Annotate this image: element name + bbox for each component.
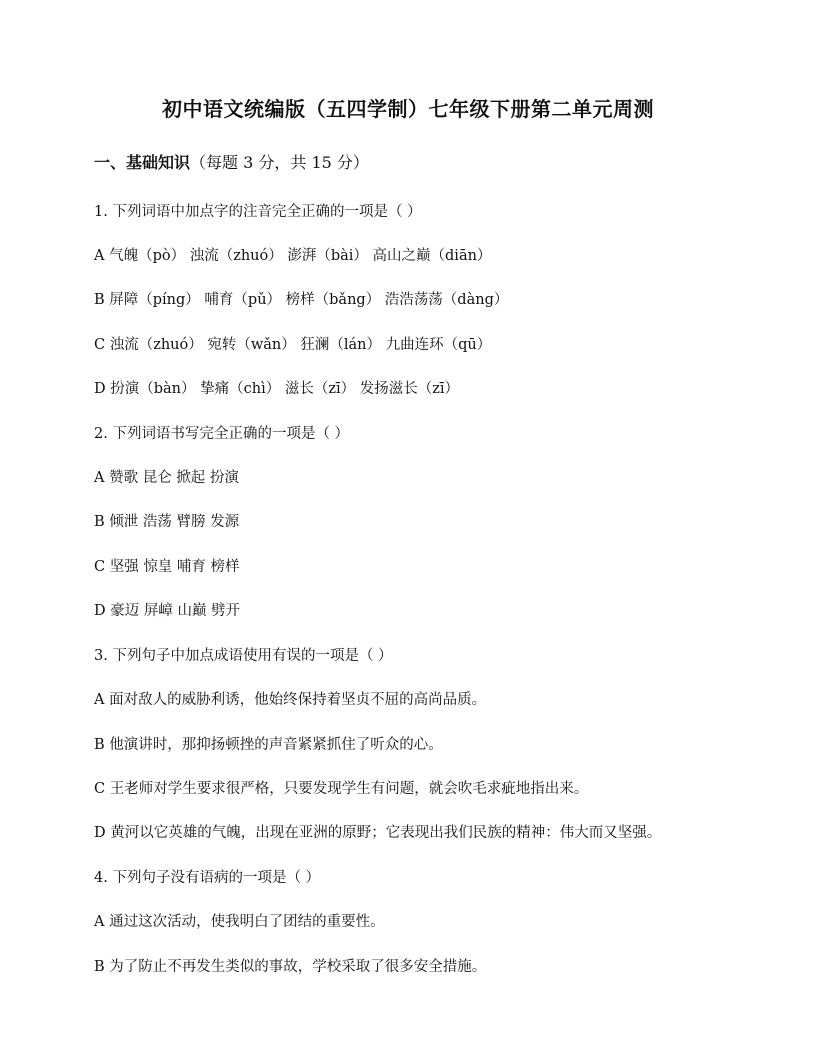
question-4-option-b: B 为了防止不再发生类似的事故，学校采取了很多安全措施。: [94, 959, 487, 975]
section-heading-note: （每题 3 分，共 15 分）: [190, 153, 369, 172]
question-3-option-a: A 面对敌人的威胁利诱，他始终保持着坚贞不屈的高尚品质。: [94, 692, 487, 708]
question-4: 4. 下列句子没有语病的一项是（ ）: [94, 870, 321, 886]
question-1: 1. 下列词语中加点字的注音完全正确的一项是（ ）: [94, 204, 422, 220]
question-3-option-b: B 他演讲时，那抑扬顿挫的声音紧紧抓住了听众的心。: [94, 737, 443, 753]
question-1-option-a: A 气魄（pò） 浊流（zhuó） 澎湃（bài） 高山之巅（diān）: [94, 248, 492, 264]
question-2: 2. 下列词语书写完全正确的一项是（ ）: [94, 426, 350, 442]
question-3: 3. 下列句子中加点成语使用有误的一项是（ ）: [94, 648, 393, 664]
question-1-option-d: D 扮演（bàn） 挚痛（chì） 滋长（zī） 发扬滋长（zī）: [94, 381, 459, 397]
question-1-option-b: B 屏障（píng） 哺育（pǔ） 榜样（bǎng） 浩浩荡荡（dàng）: [94, 292, 509, 308]
section-heading: [94, 150, 369, 173]
question-1-option-c: C 浊流（zhuó） 宛转（wǎn） 狂澜（lán） 九曲连环（qū）: [94, 337, 492, 353]
question-3-option-d: D 黄河以它英雄的气魄，出现在亚洲的原野；它表现出我们民族的精神：伟大而又坚强。: [94, 825, 662, 841]
question-2-option-c: C 坚强 惊皇 哺育 榜样: [94, 559, 240, 575]
document-title: 初中语文统编版（五四学制）七年级下册第二单元周测: [162, 97, 654, 121]
question-2-option-b: B 倾泄 浩荡 臂膀 发源: [94, 514, 240, 530]
section-heading-label: 一、基础知识: [94, 153, 191, 172]
question-3-option-c: C 王老师对学生要求很严格，只要发现学生有问题，就会吹毛求疵地指出来。: [94, 781, 589, 797]
question-2-option-d: D 豪迈 屏嶂 山巅 劈开: [94, 603, 241, 619]
question-4-option-a: A 通过这次活动，使我明白了团结的重要性。: [94, 914, 385, 930]
question-2-option-a: A 赞歌 昆仑 掀起 扮演: [94, 470, 239, 486]
